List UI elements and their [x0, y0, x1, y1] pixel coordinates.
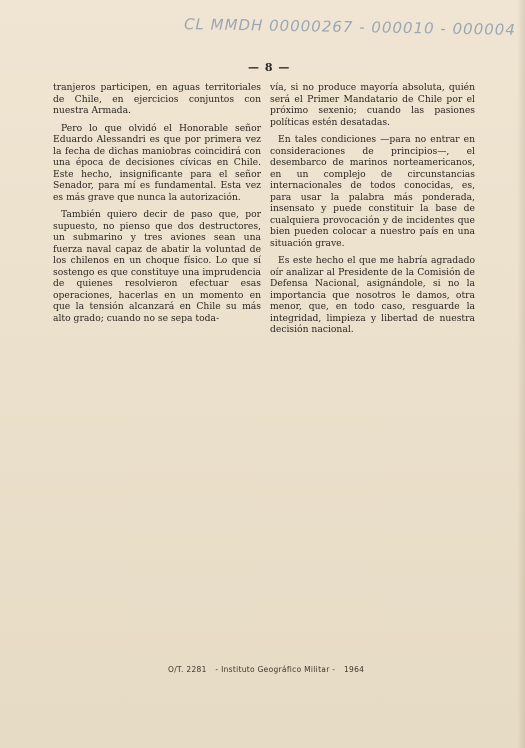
- page-edge-shadow: [517, 0, 525, 748]
- page-number: — 8 —: [248, 61, 291, 74]
- archive-stamp: CL MMDH 00000267 - 000010 - 000004: [183, 15, 516, 39]
- footer-publisher: - Instituto Geográfico Militar -: [215, 665, 336, 674]
- printer-footer: [168, 665, 364, 674]
- right-paragraph-3: Es este hecho el que me habría agradado oír analizar al Presidente de la Comisión de Defensa Nacional, asignándole, si no la importancia que nosotros le damos, otra menor, que, en todo caso, resguarde la integridad, limpieza y libertad de nuestra decisión nacional.: [270, 255, 475, 335]
- footer-order: O/T. 2281: [168, 665, 207, 674]
- left-paragraph-1: tranjeros participen, en aguas territoriales de Chile, en ejercicios conjuntos con nuestra Armada.: [53, 82, 261, 116]
- left-column: [53, 82, 261, 330]
- right-paragraph-1: vía, si no produce mayoría absoluta, quién será el Primer Mandatario de Chile por el próximo sexenio; cuando las pasiones políticas estén desatadas.: [270, 82, 475, 128]
- left-paragraph-2: Pero lo que olvidó el Honorable señor Eduardo Alessandri es que por primera vez la fecha de dichas maniobras coincidirá con una época de decisiones cívicas en Chile. Este hecho, insignificante para el señor Senador, para mí es fundamental. Esta vez es más grave que nunca la autorización.: [53, 122, 261, 203]
- right-paragraph-2: En tales condiciones —para no entrar en consideraciones de principios—, el desembarco de marinos norteamericanos, en un complejo de circunstancias internacionales de todos conocidas, es, para usar la palabra más ponderada, insensato y puede constituir la base de cualquiera provocación y de incidentes que bien pueden colocar a nuestro país en una situación grave.: [270, 134, 475, 249]
- right-column: [270, 82, 475, 342]
- left-paragraph-3: También quiero decir de paso que, por supuesto, no pienso que dos destructores, un submarino y tres aviones sean una fuerza naval capaz de abatir la voluntad de los chilenos en un choque físico. Lo que sí sostengo es que constituye una imprudencia de quienes resolvieron efectuar esas operaciones, hacerlas en un momento en que la tensión alcanzará en Chile su más alto grado; cuando no se sepa toda-: [53, 209, 261, 324]
- footer-year: 1964: [343, 665, 365, 674]
